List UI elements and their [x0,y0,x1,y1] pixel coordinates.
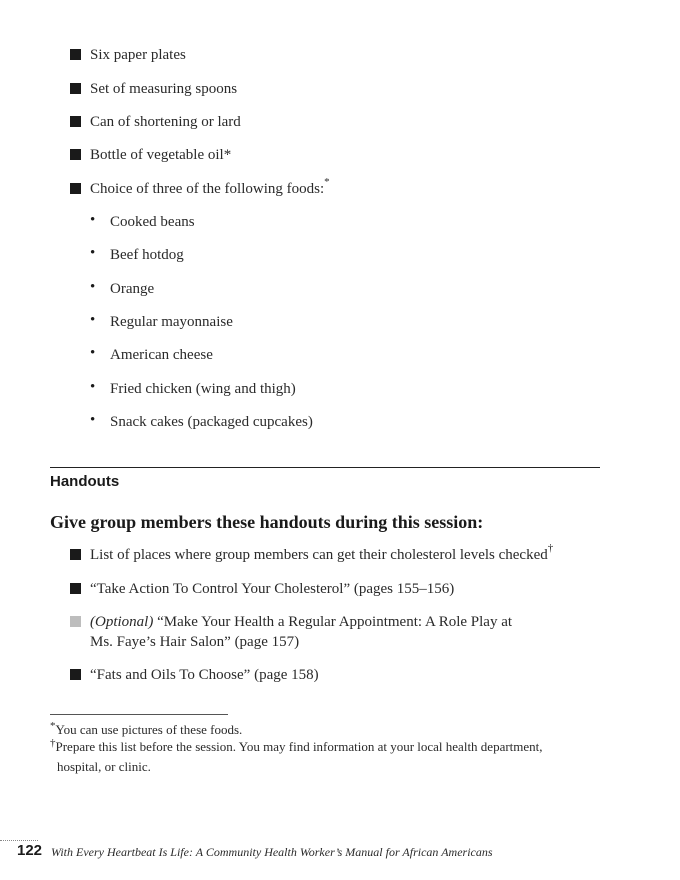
supply-item: Can of shortening or lard [90,114,241,130]
round-bullet-icon: • [90,312,96,328]
optional-bullet-icon [70,616,81,627]
round-bullet-icon: • [90,345,96,361]
section-divider [50,467,600,468]
handout-item-optional [90,612,512,632]
optional-tag: (Optional) [90,614,154,630]
running-title: With Every Heartbeat Is Life: A Community Health Worker’s Manual for African Americans [51,845,493,859]
handout-item: “Fats and Oils To Choose” (page 158) [90,667,319,683]
supply-item: Set of measuring spoons [90,81,238,97]
square-bullet-icon [70,49,81,60]
footnote-mark: * [50,720,56,732]
footnote-divider [50,714,228,715]
food-item: Cooked beans [110,214,195,230]
square-bullet-icon [70,669,81,680]
food-item: Orange [110,281,155,297]
handout-item-text: List of places where group members can get their cholesterol levels checked [90,547,548,563]
square-bullet-icon [70,583,81,594]
round-bullet-icon: • [90,379,96,395]
supply-item-text: Choice of three of the following foods: [90,181,325,197]
round-bullet-icon: • [90,279,96,295]
food-item: Beef hotdog [110,247,184,263]
food-item: American cheese [110,347,213,363]
food-item: Snack cakes (packaged cupcakes) [110,414,313,430]
supply-item: Bottle of vegetable oil* [90,147,232,163]
page-number: 122 [17,842,43,859]
square-bullet-icon [70,116,81,127]
round-bullet-icon: • [90,245,96,261]
handout-item [90,542,554,565]
food-item: Regular mayonnaise [110,314,233,330]
square-bullet-icon [70,183,81,194]
footnote-marker: † [547,542,554,554]
round-bullet-icon: • [90,412,96,428]
footnote-mark: † [50,737,56,749]
square-bullet-icon [70,83,81,94]
supply-item: Six paper plates [90,47,186,63]
handout-item: “Take Action To Control Your Cholesterol” (pages 155–156) [90,581,455,597]
supply-item [90,176,330,199]
food-item: Fried chicken (wing and thigh) [110,381,296,397]
footnote-marker: * [324,176,330,188]
footnote-continuation: hospital, or clinic. [57,759,151,774]
handouts-heading: Give group members these handouts during this session: [50,512,484,532]
footnote-text: You can use pictures of these foods. [55,722,243,737]
footnote [50,738,543,757]
square-bullet-icon [70,549,81,560]
square-bullet-icon [70,149,81,160]
handout-item-continuation: Ms. Faye’s Hair Salon” (page 157) [90,634,300,650]
footnote-text: Prepare this list before the session. You may find information at your local health department, [55,739,543,754]
round-bullet-icon: • [90,212,96,228]
section-label: Handouts [50,473,120,490]
handout-item-text: “Make Your Health a Regular Appointment: A Role Play at [153,614,513,630]
